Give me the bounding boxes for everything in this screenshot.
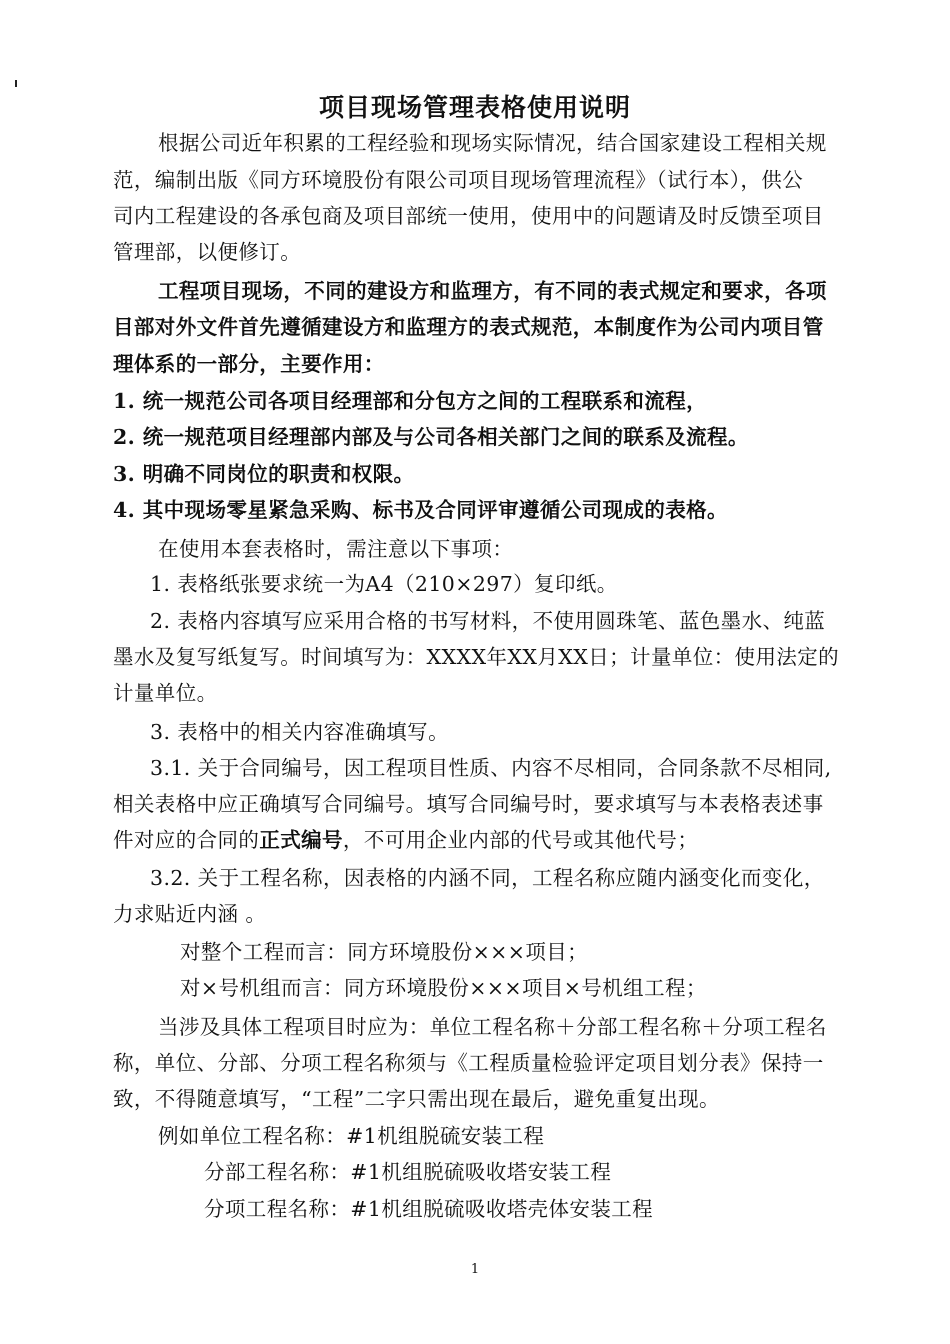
scope-line: 工程项目现场，不同的建设方和监理方，有不同的表式规定和要求，各项 [158, 279, 827, 303]
scope-line: 理体系的一部分，主要作用： [113, 352, 385, 376]
note-3: 3. 表格中的相关内容准确填写。 [150, 720, 449, 744]
intro-line: 范，编制出版《同方环境股份有限公司项目现场管理流程》（试行本），供公 [113, 168, 804, 192]
naming-rule-line: 当涉及具体工程项目时应为：单位工程名称＋分部工程名称＋分项工程名 [158, 1015, 827, 1039]
purpose-item: 4. 其中现场零星紧急采购、标书及合同评审遵循公司现成的表格。 [113, 498, 728, 522]
scan-mark [15, 80, 17, 87]
naming-rule-line: 称，单位、分部、分项工程名称须与《工程质量检验评定项目划分表》保持一 [113, 1051, 824, 1075]
intro-line: 司内工程建设的各承包商及项目部统一使用，使用中的问题请及时反馈至项目 [113, 204, 824, 228]
page-title: 项目现场管理表格使用说明 [318, 93, 631, 122]
intro-line: 管理部，以便修订。 [113, 240, 302, 264]
formal-number-emphasis: 正式编号 [259, 828, 343, 852]
example-subitem: 分项工程名称：#1机组脱硫吸收塔壳体安装工程 [204, 1197, 654, 1221]
note-3-1-text: 件对应的合同的 [113, 828, 260, 852]
note-3-1-line [113, 825, 698, 855]
purpose-item: 3. 明确不同岗位的职责和权限。 [113, 462, 415, 486]
page-number: 1 [470, 1262, 480, 1277]
unit-project-naming: 对×号机组而言：同方环境股份×××项目×号机组工程； [180, 976, 707, 1000]
note-1: 1. 表格纸张要求统一为A4（210×297）复印纸。 [150, 572, 618, 596]
intro-line: 根据公司近年积累的工程经验和现场实际情况，结合国家建设工程相关规 [158, 131, 827, 155]
note-3-2-line: 3.2. 关于工程名称，因表格的内涵不同，工程名称应随内涵变化而变化， [150, 866, 825, 890]
note-2-line: 2. 表格内容填写应采用合格的书写材料，不使用圆珠笔、蓝色墨水、纯蓝 [150, 609, 826, 633]
purpose-item: 2. 统一规范项目经理部内部及与公司各相关部门之间的联系及流程。 [113, 425, 749, 449]
scope-line: 目部对外文件首先遵循建设方和监理方的表式规范，本制度作为公司内项目管 [113, 315, 824, 339]
example-unit: 例如单位工程名称：#1机组脱硫安装工程 [158, 1124, 545, 1148]
note-3-1-line: 相关表格中应正确填写合同编号。填写合同编号时，要求填写与本表格表述事 [113, 792, 824, 816]
notes-intro: 在使用本套表格时，需注意以下事项： [158, 537, 514, 561]
whole-project-naming: 对整个工程而言：同方环境股份×××项目； [180, 940, 589, 964]
note-3-1-text: ，不可用企业内部的代号或其他代号； [342, 828, 699, 852]
note-2-line: 墨水及复写纸复写。时间填写为：XXXX年XX月XX日；计量单位：使用法定的 [113, 645, 840, 669]
note-3-1-line: 3.1. 关于合同编号，因工程项目性质、内容不尽相同，合同条款不尽相同, [150, 756, 832, 780]
naming-rule-line: 致，不得随意填写，“工程”二字只需出现在最后，避免重复出现。 [113, 1087, 720, 1111]
note-3-2-line: 力求贴近内涵 。 [113, 902, 267, 926]
example-division: 分部工程名称：#1机组脱硫吸收塔安装工程 [204, 1160, 612, 1184]
note-2-line: 计量单位。 [113, 681, 218, 705]
purpose-item: 1. 统一规范公司各项目经理部和分包方之间的工程联系和流程， [113, 389, 708, 413]
